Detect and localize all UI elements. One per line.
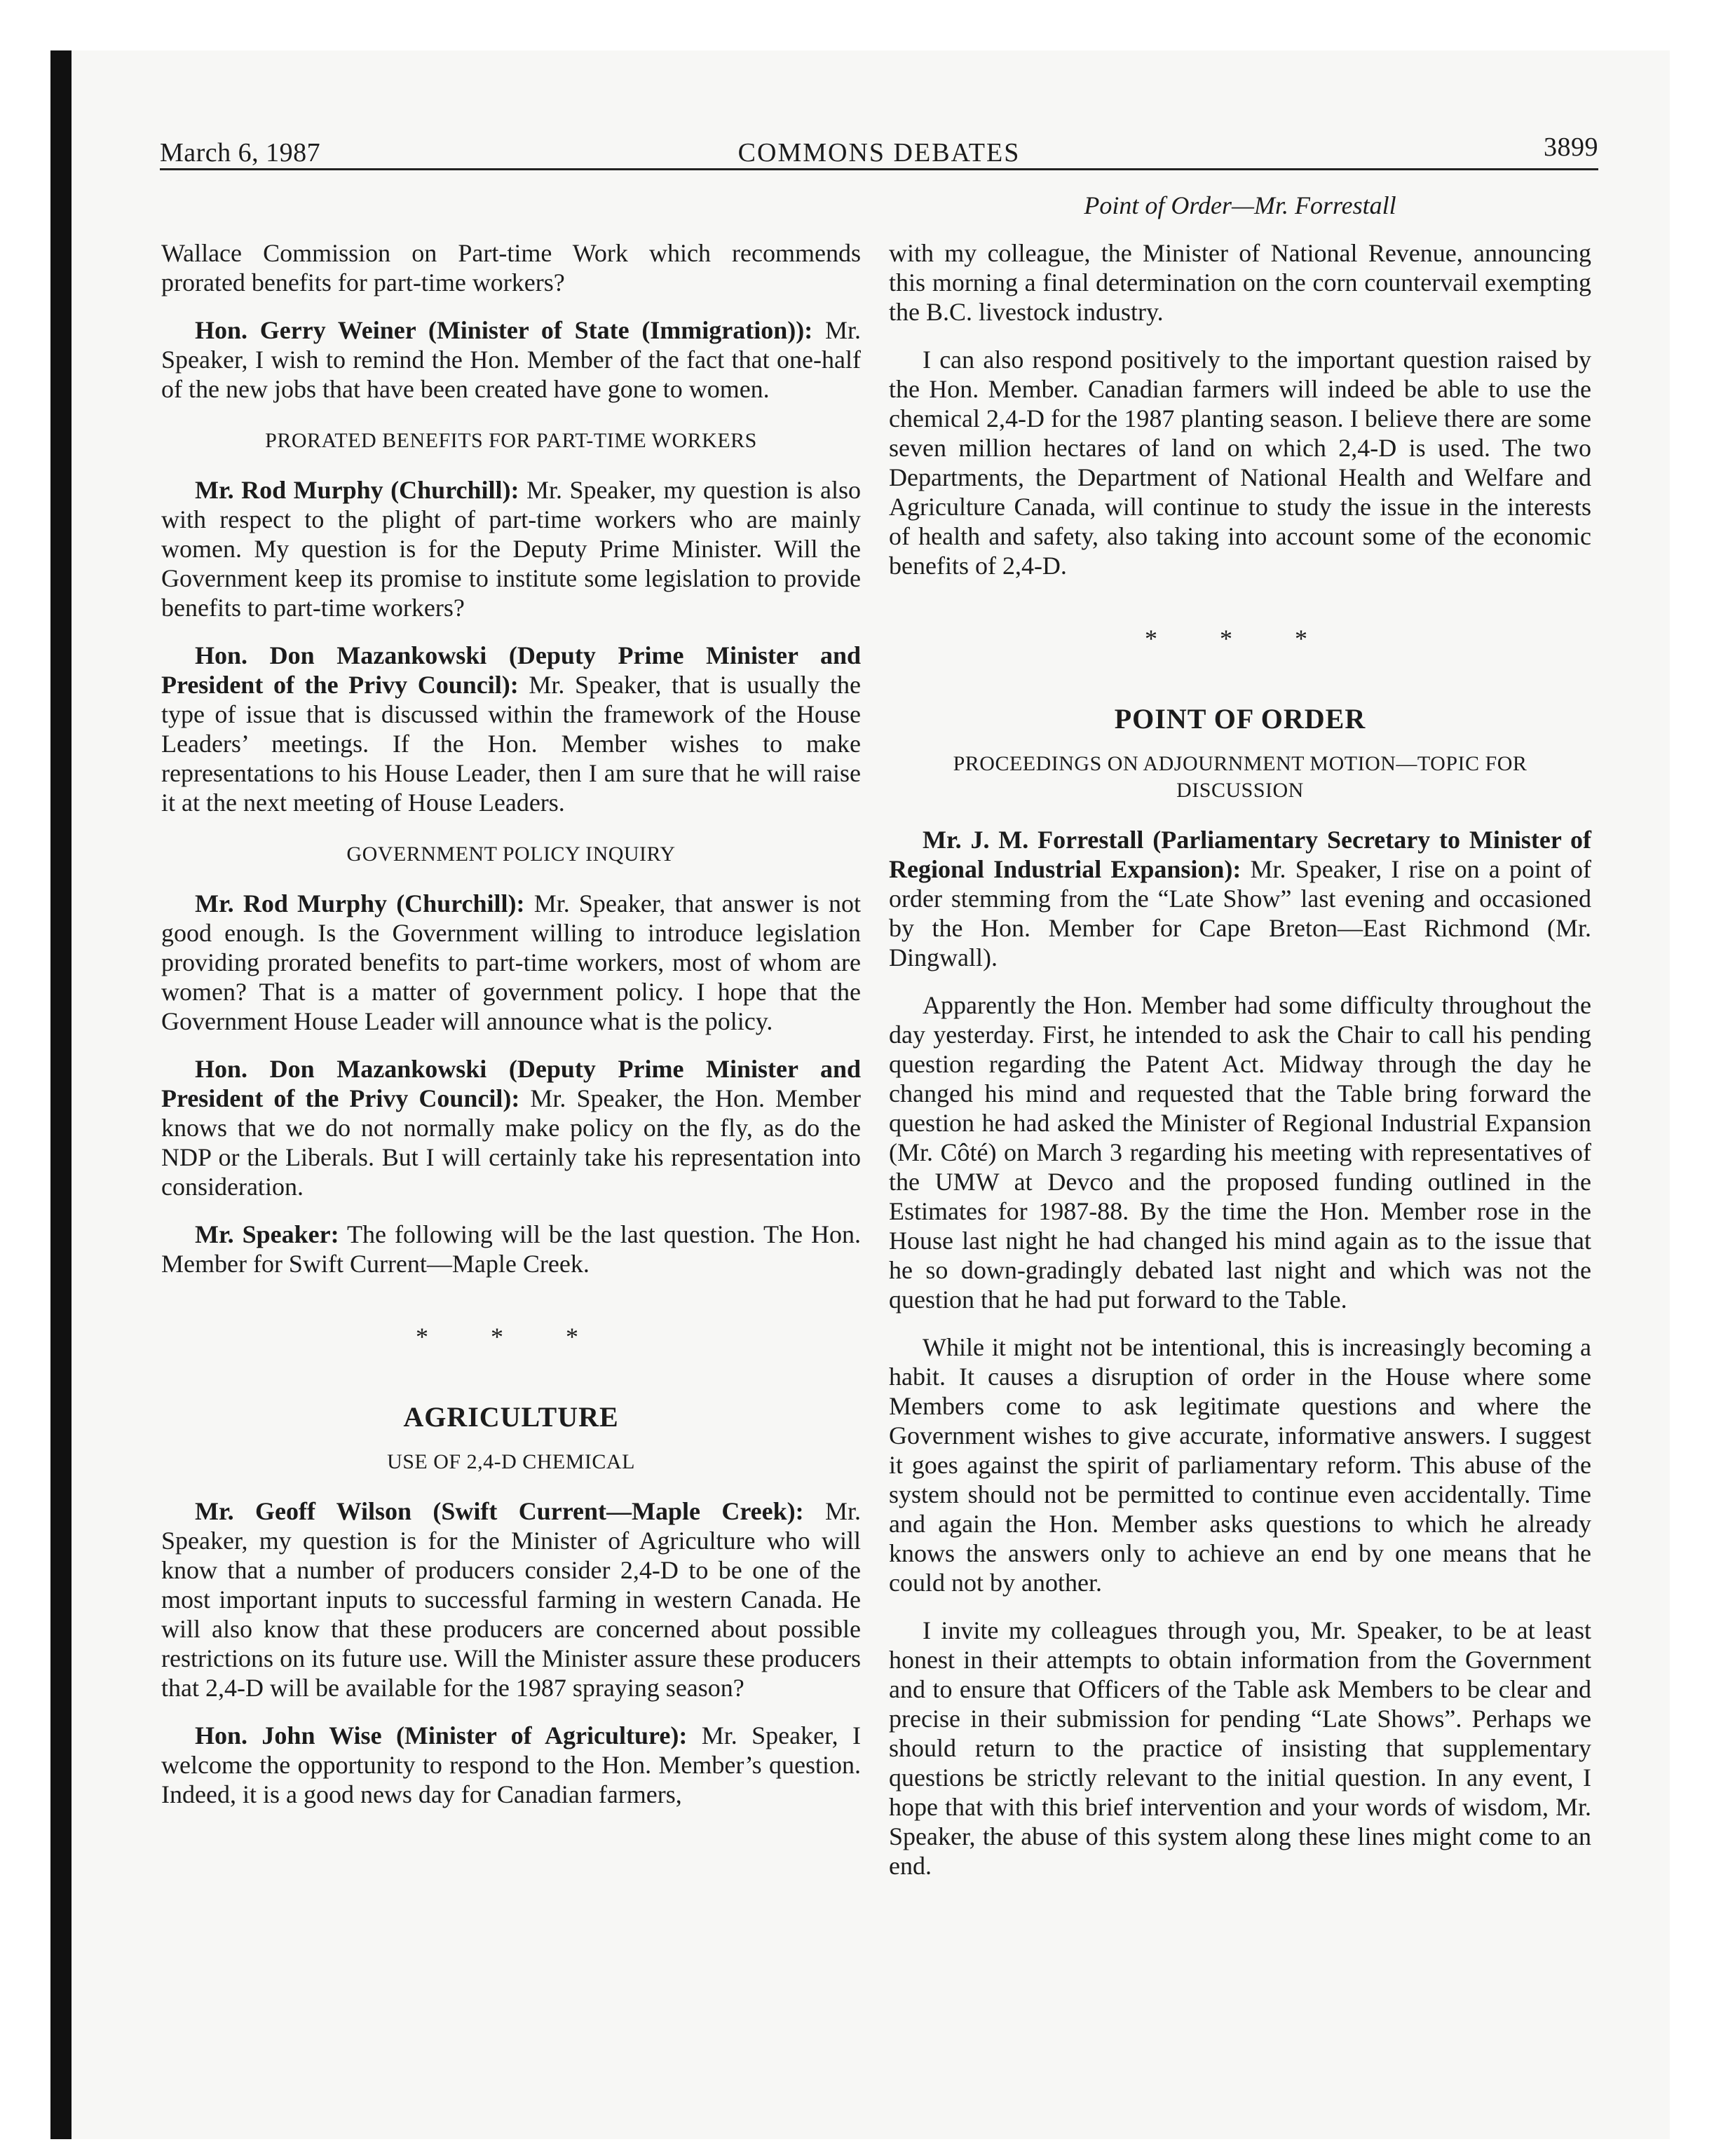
speech-text: Mr. Speaker, that is usually the type of issue that is discussed within the framework of the House Leaders’ meetings. If the Hon. Member wishes to make representations to his House Leader, then I am sure that he will raise it at the next meeting of House Leaders. [161,671,861,817]
speaker-name: Hon. John Wise (Minister of Agriculture): [195,1721,688,1749]
speech-paragraph [161,1220,861,1278]
speech-text: Mr. Speaker, I rise on a point of order stemming from the “Late Show” last evening and occasioned by the Hon. Member for Cape Breton—East Richmond (Mr. Dingwall). [889,855,1591,971]
paragraph: While it might not be intentional, this is increasingly becoming a habit. It causes a disruption of order in the House where some Members come to ask legitimate questions and where the Government wishes to give accurate, informative answers. I suggest it goes against the spirit of parliamentary reform. This abuse of the system should not be permitted to continue even accidentally. Time and again the Hon. Member asks questions to which he already knows the answers only to achieve an end by one means that he could not by another. [889,1333,1591,1597]
paragraph: with my colleague, the Minister of National Revenue, announcing this morning a final determination on the corn countervail exempting the B.C. livestock industry. [889,239,1591,326]
speaker-name: Mr. J. M. Forrestall (Parliamentary Secretary to Minister of Regional Industrial Expansion): [889,826,1591,883]
right-column [889,191,1591,1899]
header-date: March 6, 1987 [160,138,321,168]
section-subheading: PROCEEDINGS ON ADJOURNMENT MOTION—TOPIC FOR DISCUSSION [953,752,1528,802]
speech-paragraph [161,1496,861,1703]
header-rule [160,168,1598,170]
section-divider-stars: * * * [416,1323,606,1351]
speaker-name: Mr. Speaker: [195,1220,339,1248]
header-page-number: 3899 [1544,132,1598,162]
paragraph: I can also respond positively to the important question raised by the Hon. Member. Canadian farmers will indeed be able to use the chemical 2,4-D for the 1987 planting season. I believe there are some seven million hectares of land on which 2,4-D is used. The two Departments, the Department of National Health and Welfare and Agriculture Canada, will continue to study the issue in the interests of health and safety, also taking into account some of the economic benefits of 2,4-D. [889,346,1591,580]
section-subheading: USE OF 2,4-D CHEMICAL [387,1450,635,1473]
speaker-name: Mr. Geoff Wilson (Swift Current—Maple Creek): [195,1497,804,1525]
speech-paragraph [161,315,861,404]
speech-paragraph [161,1054,861,1201]
speech-text: Mr. Speaker, my question is also with respect to the plight of part-time workers who are mainly women. My question is for the Deputy Prime Minister. Will the Government keep its promise to institute some legislation to provide benefits to part-time workers? [161,476,861,622]
speech-text: Mr. Speaker, that answer is not good enough. Is the Government willing to introduce legislation providing prorated benefits to part-time workers, most of whom are women? That is a matter of government policy. I hope that the Government House Leader will announce what is the policy. [161,889,861,1035]
left-column [161,238,861,1827]
speech-text: Mr. Speaker, I welcome the opportunity to respond to the Hon. Member’s question. Indeed, it is a good news day for Canadian farmers, [161,1721,861,1808]
speech-paragraph [161,475,861,622]
speaker-name: Hon. Don Mazankowski (Deputy Prime Minister and President of the Privy Council): [161,641,861,699]
speech-text: The following will be the last question. The Hon. Member for Swift Current—Maple Creek. [161,1220,862,1278]
speech-paragraph [161,1721,861,1809]
speech-text: Mr. Speaker, my question is for the Minister of Agriculture who will know that a number of producers consider 2,4-D to be one of the most important inputs to successful farming in western Canada. He will also know that these producers are concerned about possible restrictions on its future use. Will the Minister assure these producers that 2,4-D will be available for the 1987 spraying season? [161,1497,861,1702]
speech-text: Mr. Speaker, the Hon. Member knows that we do not normally make policy on the fly, as do the NDP or the Liberals. But I will certainly take his representation into consideration. [161,1084,861,1201]
speaker-name: Hon. Gerry Weiner (Minister of State (Immigration)): [195,316,813,344]
paragraph: I invite my colleagues through you, Mr. Speaker, to be at least honest in their attempts to obtain information from the Government and to ensure that Officers of the Table ask Members to be clear and precise in their submission for pending “Late Shows”. Perhaps we should return to the practice of insisting that supplementary questions be strictly relevant to the initial question. In any event, I hope that with this brief intervention and your words of wisdom, Mr. Speaker, the abuse of this system along these lines might come to an end. [889,1616,1591,1880]
speech-paragraph [161,889,861,1036]
speech-text: Mr. Speaker, I wish to remind the Hon. Member of the fact that one-half of the new jobs that have been created have gone to women. [161,316,861,403]
section-subheading: GOVERNMENT POLICY INQUIRY [346,842,676,866]
header-publication: COMMONS DEBATES [737,138,1021,168]
scan-edge-bar [50,50,72,2139]
speaker-name: Hon. Don Mazankowski (Deputy Prime Minister and President of the Privy Council): [161,1055,861,1112]
speaker-name: Mr. Rod Murphy (Churchill): [195,889,525,917]
running-header [160,132,1598,171]
section-heading: POINT OF ORDER [1114,703,1366,735]
speaker-name: Mr. Rod Murphy (Churchill): [195,476,519,504]
paragraph: Apparently the Hon. Member had some difficulty throughout the day yesterday. First, he intended to ask the Chair to call his pending question regarding the Patent Act. Midway through the day he changed his mind and requested that the Table bring forward the question he had asked the Minister of Regional Industrial Expansion (Mr. Côté) on March 3 regarding his meeting with representatives of the UMW at Devco and the proposed funding outlined in the Estimates for 1987-88. By the time the Hon. Member rose in the House last night he had changed his mind again as to the issue that he so down-gradingly debated last night and which was not the question that he had put forward to the Table. [889,991,1591,1314]
paragraph: Wallace Commission on Part-time Work which recommends prorated benefits for part-time workers? [161,239,861,296]
speech-paragraph [161,641,861,817]
section-divider-stars: * * * [1145,625,1335,653]
running-topic: Point of Order—Mr. Forrestall [1084,191,1396,219]
section-heading: AGRICULTURE [403,1401,619,1433]
section-subheading: PRORATED BENEFITS FOR PART-TIME WORKERS [265,429,757,452]
speech-paragraph [889,825,1591,972]
